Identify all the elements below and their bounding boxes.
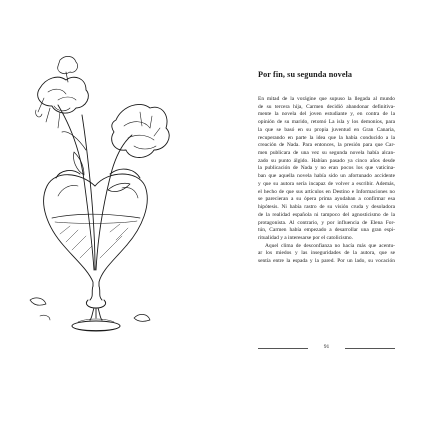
text-line: ban que aquella novela había sido un afortunado accidente <box>258 173 395 180</box>
text-line: y que su autora sería incapaz de volver a escribir. Además, <box>258 180 395 187</box>
text-line: men publicara de una vez su segunda novela había alcan- <box>258 150 395 157</box>
body-text <box>258 96 395 266</box>
text-line: la que se basó en su propia juventud en Gran Canaria, <box>258 126 395 133</box>
text-line: tún, Carmen había empezado a desarrollar una gran espi- <box>258 227 395 234</box>
text-line: hipótesis. Ni había rastro de su visión cruda y desoladora <box>258 204 395 211</box>
page-footer <box>258 342 395 354</box>
text-line: creación de Nada. Para entonces, la presión para que Car- <box>258 142 395 149</box>
text-line: opinión de su marido, retomó La isla y los demonios, para <box>258 119 395 126</box>
text-line: la publicación de Nada y no eran pocos los que vaticina- <box>258 165 395 172</box>
text-line: de su tercera hija, Carmen decidió abandonar definitiva- <box>258 103 395 110</box>
text-line: zado su punto álgido. Habían pasado ya cinco años desde <box>258 157 395 164</box>
text-line: mente la novela del joven estudiante y, en contra de la <box>258 111 395 118</box>
text-line: ritualidad y a interesarse por el catolicismo. <box>258 234 353 241</box>
section-title: Por fin, su segunda novela <box>258 70 353 79</box>
text-line: recuperando en parte la idea que la había conducido a la <box>258 134 395 141</box>
text-line: Aquel clima de desconfianza no hacía más que acentu- <box>265 242 395 249</box>
text-line: En mitad de la vorágine que supuso la llegada al mundo <box>258 96 395 102</box>
text-line: se parecieran a su ópera prima ayudaban a confirmar esa <box>258 196 395 203</box>
text-line: de la realidad española ni tampoco del agnosticismo de la <box>258 211 395 218</box>
text-line: sentía entre la espada y la pared. Por un lado, su vocación <box>258 258 395 265</box>
page-number: 91 <box>323 344 330 350</box>
text-line: el hecho de que sus artículos en Destino e Informaciones no <box>258 188 395 195</box>
footer-rule-right <box>345 348 395 349</box>
text-line: protagonista. Al contrario, y por influencia de Elena For- <box>258 219 395 226</box>
text-line: ar los miedos y las inseguridades de la autora, que se <box>258 250 395 257</box>
right-page <box>212 0 424 424</box>
